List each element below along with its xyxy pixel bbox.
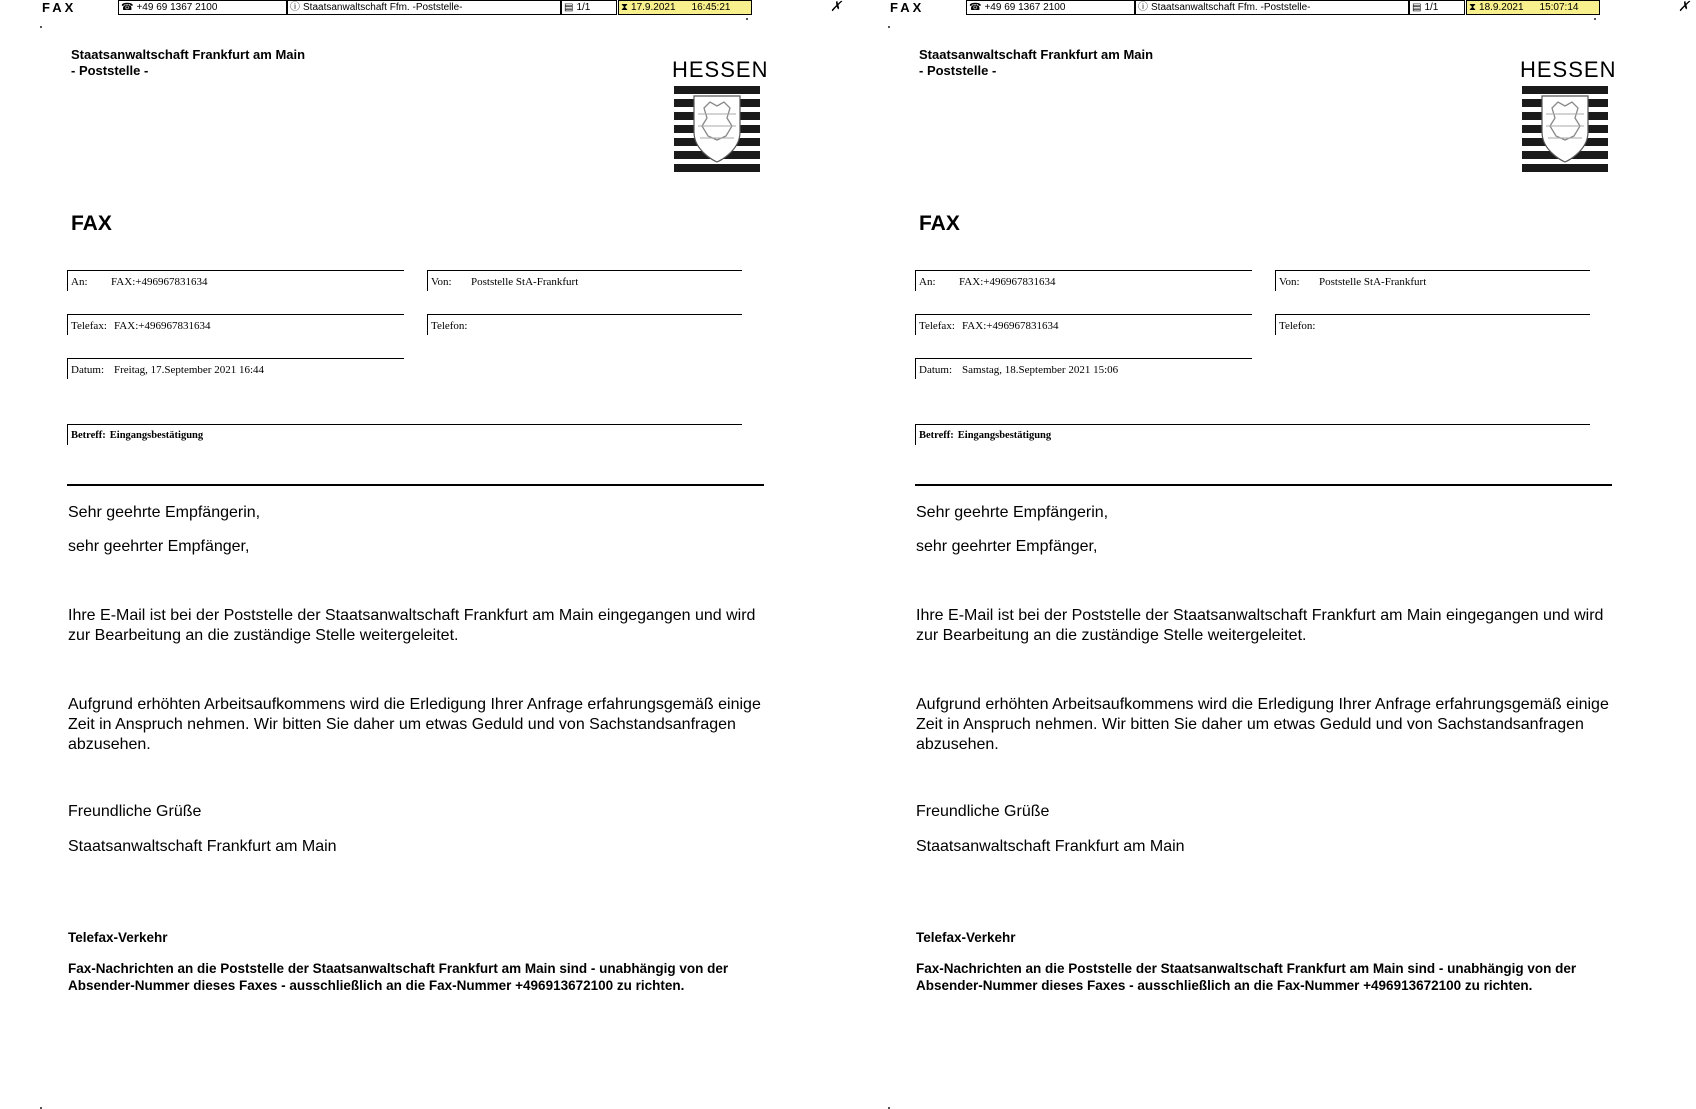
fax-sender-phone: ☎ +49 69 1367 2100	[966, 0, 1135, 15]
closing-line: Freundliche Grüße	[916, 803, 1050, 820]
body-paragraph-1: Ihre E-Mail ist bei der Poststelle der Staatsanwaltschaft Frankfurt am Main eingegangen und wird zur Bearbeitung an die zuständige Stelle weitergeleitet.	[916, 607, 1604, 644]
fax-transmission-header	[0, 0, 848, 16]
fax-label: FAX	[890, 0, 925, 15]
closing-signature: Staatsanwaltschaft Frankfurt am Main	[916, 838, 1185, 855]
field-recipient: An: FAX:+496967831634	[67, 270, 404, 291]
document-icon: ▤	[564, 2, 574, 13]
field-sender: Von: Poststelle StA-Frankfurt	[427, 270, 742, 291]
logo-text: HESSEN	[1520, 57, 1617, 82]
letterhead-organization	[919, 47, 1153, 79]
fax-time: 15:07:14	[1539, 2, 1579, 13]
header-divider	[915, 484, 1612, 486]
field-subject: Betreff: Eingangsbestätigung	[915, 424, 1590, 445]
signature-icon: ✗	[1678, 0, 1690, 15]
field-telefon: Telefon:	[427, 314, 742, 335]
org-department: - Poststelle -	[919, 63, 997, 78]
hessen-coat-of-arms-icon	[1522, 86, 1608, 172]
body-paragraph-2: Aufgrund erhöhten Arbeitsaufkommens wird die Erledigung Ihrer Anfrage erfahrungsgemäß einige Zeit in Anspruch nehmen. Wir bitten Sie daher um etwas Geduld und von Sachstandsanfragen abzusehen.	[916, 696, 1609, 753]
field-date: Datum: Samstag, 18.September 2021 15:06	[915, 358, 1252, 379]
field-sender: Von: Poststelle StA-Frankfurt	[1275, 270, 1590, 291]
org-name: Staatsanwaltschaft Frankfurt am Main	[71, 47, 306, 62]
fax-timestamp	[1466, 0, 1600, 15]
fax-sender-name: ⓘ Staatsanwaltschaft Ffm. -Poststelle-	[1135, 0, 1409, 15]
closing-line: Freundliche Grüße	[68, 803, 202, 820]
closing-signature: Staatsanwaltschaft Frankfurt am Main	[68, 838, 337, 855]
note-heading: Telefax-Verkehr	[916, 930, 1016, 945]
fax-timestamp	[618, 0, 752, 15]
org-name: Staatsanwaltschaft Frankfurt am Main	[919, 47, 1154, 62]
hessen-coat-of-arms-icon	[674, 86, 760, 172]
signature-icon: ✗	[830, 0, 842, 15]
note-text: Fax-Nachrichten an die Poststelle der Staatsanwaltschaft Frankfurt am Main sind - unabhängig von der Absender-Nummer dieses Faxes - ausschließlich an die Fax-Nummer +496913672100 zu richten.	[916, 961, 1577, 993]
note-heading: Telefax-Verkehr	[68, 930, 168, 945]
greeting-line-1: Sehr geehrte Empfängerin,	[68, 504, 261, 521]
org-department: - Poststelle -	[71, 63, 149, 78]
fax-time: 16:45:21	[691, 2, 731, 13]
body-paragraph-1: Ihre E-Mail ist bei der Poststelle der Staatsanwaltschaft Frankfurt am Main eingegangen und wird zur Bearbeitung an die zuständige Stelle weitergeleitet.	[68, 607, 756, 644]
body-paragraph-2: Aufgrund erhöhten Arbeitsaufkommens wird die Erledigung Ihrer Anfrage erfahrungsgemäß einige Zeit in Anspruch nehmen. Wir bitten Sie daher um etwas Geduld und von Sachstandsanfragen abzusehen.	[68, 696, 761, 753]
note-text: Fax-Nachrichten an die Poststelle der Staatsanwaltschaft Frankfurt am Main sind - unabhängig von der Absender-Nummer dieses Faxes - ausschließlich an die Fax-Nummer +496913672100 zu richten.	[68, 961, 729, 993]
fax-date: 17.9.2021	[631, 2, 676, 13]
fax-transmission-header	[848, 0, 1696, 16]
scan-dot	[888, 26, 890, 28]
scan-dot	[746, 18, 748, 20]
hourglass-icon: ⧗	[621, 2, 629, 13]
hessen-logo	[672, 57, 769, 174]
field-telefax: Telefax: FAX:+496967831634	[915, 314, 1252, 335]
fax-page-2	[848, 0, 1696, 1109]
greeting-line-1: Sehr geehrte Empfängerin,	[916, 504, 1109, 521]
info-icon: ⓘ	[1138, 2, 1148, 13]
greeting-line-2: sehr geehrter Empfänger,	[68, 538, 250, 555]
fax-sender-phone: ☎ +49 69 1367 2100	[118, 0, 287, 15]
hourglass-icon: ⧗	[1469, 2, 1477, 13]
phone-icon: ☎	[969, 2, 982, 13]
document-icon: ▤	[1412, 2, 1422, 13]
field-recipient: An: FAX:+496967831634	[915, 270, 1252, 291]
hessen-logo	[1520, 57, 1617, 174]
scan-dot	[40, 26, 42, 28]
phone-icon: ☎	[121, 2, 134, 13]
document-title: FAX	[71, 212, 112, 235]
fax-date: 18.9.2021	[1479, 2, 1524, 13]
scan-dot	[1594, 18, 1596, 20]
fax-sender-name: ⓘ Staatsanwaltschaft Ffm. -Poststelle-	[287, 0, 561, 15]
fax-page-count: ▤ 1/1	[561, 0, 617, 15]
document-title: FAX	[919, 212, 960, 235]
field-subject: Betreff: Eingangsbestätigung	[67, 424, 742, 445]
letterhead-organization	[71, 47, 305, 79]
greeting-line-2: sehr geehrter Empfänger,	[916, 538, 1098, 555]
info-icon: ⓘ	[290, 2, 300, 13]
header-divider	[67, 484, 764, 486]
field-telefon: Telefon:	[1275, 314, 1590, 335]
logo-text: HESSEN	[672, 57, 769, 82]
field-date: Datum: Freitag, 17.September 2021 16:44	[67, 358, 404, 379]
fax-label: FAX	[42, 0, 77, 15]
field-telefax: Telefax: FAX:+496967831634	[67, 314, 404, 335]
fax-page-count: ▤ 1/1	[1409, 0, 1465, 15]
